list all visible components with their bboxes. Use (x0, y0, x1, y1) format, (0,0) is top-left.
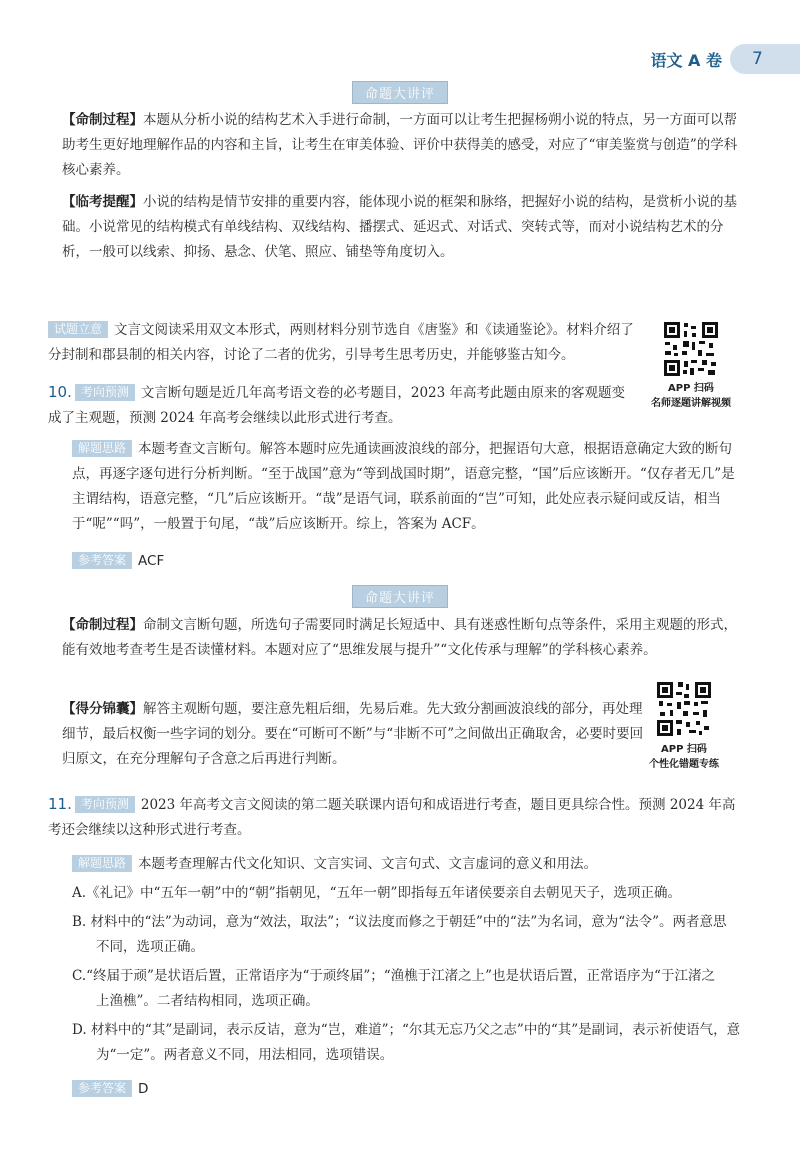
item-text: 本题从分析小说的结构艺术入手进行命制，一方面可以让考生把握杨朔小说的特点，另一方面可以帮助考生更好地理解作品的内容和主旨，让考生在审美体验、评价中获得美的感受，对应了“审美鉴赏与创造”的学科核心素养。 (62, 112, 738, 178)
tag-intent: 试题立意 (48, 321, 108, 338)
tag-answer: 参考答案 (72, 1080, 132, 1097)
q10-analysis (72, 437, 742, 537)
item-text: 解答主观断句题，要注意先粗后细，先易后难。先大致分割画波浪线的部分，再处理细节，最后权衡一些字词的划分。要在“可断可不断”与“非断不可”之间做出正确取舍，必要时要回归原文，在充分理解句子含意之后再进行判断。 (62, 701, 644, 767)
option-a: A.《礼记》中“五年一朝”中的“朝”指朝见，“五年一朝”即指每五年诸侯要亲自去朝见天子，选项正确。 (72, 885, 681, 901)
question-number: 11. (48, 795, 72, 813)
q11-forecast (48, 792, 743, 843)
page-number-tab (730, 44, 800, 74)
qr-pattern (655, 680, 713, 738)
intro-paragraph (48, 318, 646, 368)
option-d: D. 材料中的“其”是副词，表示反诘，意为“岂，难道”；“尔其无忘乃父之志”中的“其”是副词，表示祈使语气，意 为“一定”。两者意义不同，用法相同，选项错误。 (72, 1022, 741, 1063)
q11-options (72, 881, 752, 1068)
forecast-text: 文言断句题是近几年高考语文卷的必考题目，2023 年高考此题由原来的客观题变成了主观题，预测 2024 年高考会继续以此形式进行考查。 (48, 385, 626, 426)
item-text: 命制文言断句题，所选句子需要同时满足长短适中、具有迷惑性断句点等条件，采用主观题的形式，能有效地考查考生是否读懂材料。本题对应了“思维发展与提升”“文化传承与理解”的学科核心素养。 (62, 617, 737, 658)
answer-text: ACF (138, 553, 165, 569)
tag-forecast: 考向预测 (75, 796, 135, 813)
tag-analysis: 解题思路 (72, 855, 132, 872)
analysis-text: 本题考查理解古代文化知识、文言实词、文言句式、文言虚词的意义和用法。 (138, 856, 598, 872)
option-b: B. 材料中的“法”为动词，意为“效法，取法”；“议法度而修之于朝廷”中的“法”为名词，意为“法令”。两者意思 不同，选项正确。 (72, 914, 727, 955)
q11-analysis (72, 852, 742, 877)
answer-text: D (138, 1081, 149, 1097)
section-a-item2 (62, 190, 742, 265)
item-key: 【命制过程】 (62, 112, 143, 128)
item-key: 【临考提醒】 (62, 194, 143, 210)
page-number: 7 (752, 49, 763, 69)
question-number: 10. (48, 383, 72, 401)
tag-forecast: 考向预测 (75, 384, 135, 401)
qr-code-icon[interactable] (655, 680, 713, 738)
intro-text: 文言文阅读采用双文本形式，两则材料分别节选自《唐鉴》和《读通鉴论》。材料介绍了分封制和郡县制的相关内容，讨论了二者的优劣，引导考生思考历史，并能够鉴古知今。 (48, 322, 634, 363)
section-a-label: 命题大讲评 (0, 81, 800, 104)
q10-answer (72, 549, 372, 574)
subject-title: 语文 A 卷 (650, 50, 722, 70)
qr-code-icon[interactable] (662, 320, 720, 378)
tag-analysis: 解题思路 (72, 440, 132, 457)
qr1-caption: APP 扫码 名师逐题讲解视频 (651, 383, 731, 409)
q11-answer (72, 1077, 372, 1102)
tag-answer: 参考答案 (72, 552, 132, 569)
section-b-item1 (62, 613, 742, 663)
item-key: 【得分锦囊】 (62, 701, 143, 717)
qr-pattern (662, 320, 720, 378)
item-text: 小说的结构是情节安排的重要内容，能体现小说的框架和脉络，把握好小说的结构，是赏析小说的基础。小说常见的结构模式有单线结构、双线结构、播摆式、延迟式、对话式、突转式等，而对小说结构艺术的分析，一般可以线索、抑扬、悬念、伏笔、照应、铺垫等角度切入。 (62, 194, 737, 260)
forecast-text: 2023 年高考文言文阅读的第二题关联课内语句和成语进行考查，题目更具综合性。预测 2024 年高考还会继续以这种形式进行考查。 (48, 797, 736, 838)
qr2-caption: APP 扫码 个性化错题专练 (649, 744, 719, 770)
section-b-item2 (62, 697, 648, 772)
item-key: 【命制过程】 (62, 617, 143, 633)
option-c: C.“终届于顽”是状语后置，正常语序为“于顽终届”；“渔樵于江渚之上”也是状语后置，正常语序为“于江渚之 上渔樵”。二者结构相同，选项正确。 (72, 968, 715, 1009)
analysis-text: 本题考查文言断句。解答本题时应先通读画波浪线的部分，把握语句大意，根据语意确定大致的断句点，再逐字逐句进行分析判断。“至于战国”意为“等到战国时期”，语意完整，“国”后应该断开。“仅存者无几”是主谓结构，语意完整，“几”后应该断开。“哉”是语气词，联系前面的“岂”可知，此处应表示疑问或反诘，相当于“呢”“吗”，一般置于句尾，“哉”后应该断开。综上，答案为 ACF。 (72, 441, 735, 532)
section-a-item1 (62, 108, 742, 183)
q10-forecast (48, 380, 638, 431)
section-b-label: 命题大讲评 (0, 585, 800, 608)
page-header (650, 44, 800, 74)
